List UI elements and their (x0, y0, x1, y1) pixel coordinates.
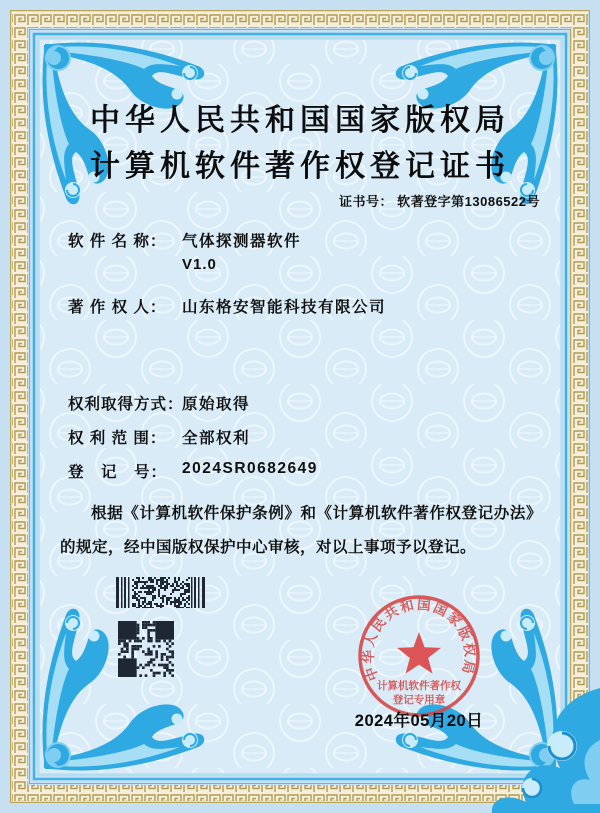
registration-number-value: 2024SR0682649 (182, 460, 318, 477)
qr-code (118, 621, 174, 677)
registration-statement: 根据《计算机软件保护条例》和《计算机软件著作权登记办法》的规定，经中国版权保护中心审核，对以上事项予以登记。 (60, 505, 542, 556)
acquisition-method-value: 原始取得 (182, 396, 251, 413)
copyright-owner-value: 山东格安智能科技有限公司 (182, 299, 387, 316)
acquisition-method-label: 权利取得方式： (68, 396, 184, 413)
field-registration-number (68, 460, 548, 482)
seal-star (397, 632, 441, 674)
field-software-name (68, 229, 548, 251)
certificate-number-line (339, 191, 540, 210)
certificate-number-value: 软著登字第13086522号 (397, 194, 540, 209)
certificate-number-label: 证书号： (339, 194, 394, 209)
copyright-owner-label: 著 作 权 人： (68, 299, 167, 316)
seal-ring-text: 中华人民共和国国家版权局 (360, 596, 478, 683)
certificate-title-line1: 中华人民共和国国家版权局 (90, 104, 510, 137)
registration-number-label: 登 记 号： (68, 464, 168, 481)
certificate-title-line2: 计算机软件著作权登记证书 (90, 150, 510, 183)
barcode (116, 577, 206, 608)
rights-scope-label: 权 利 范 围： (68, 430, 167, 447)
field-acquisition-method (68, 392, 548, 414)
field-rights-scope (68, 426, 548, 448)
software-name-label: 软 件 名 称： (68, 233, 167, 250)
field-copyright-owner (68, 295, 548, 317)
rights-scope-value: 全部权利 (182, 430, 251, 447)
official-seal (349, 586, 489, 726)
software-name-value: 气体探测器软件 (182, 233, 302, 250)
seal-inner-line1: 计算机软件著作权 (377, 680, 461, 692)
software-version: V1.0 (182, 256, 217, 273)
seal-inner-line2: 登记专用章 (392, 694, 446, 706)
issue-date: 2024年05月20日 (354, 712, 484, 730)
